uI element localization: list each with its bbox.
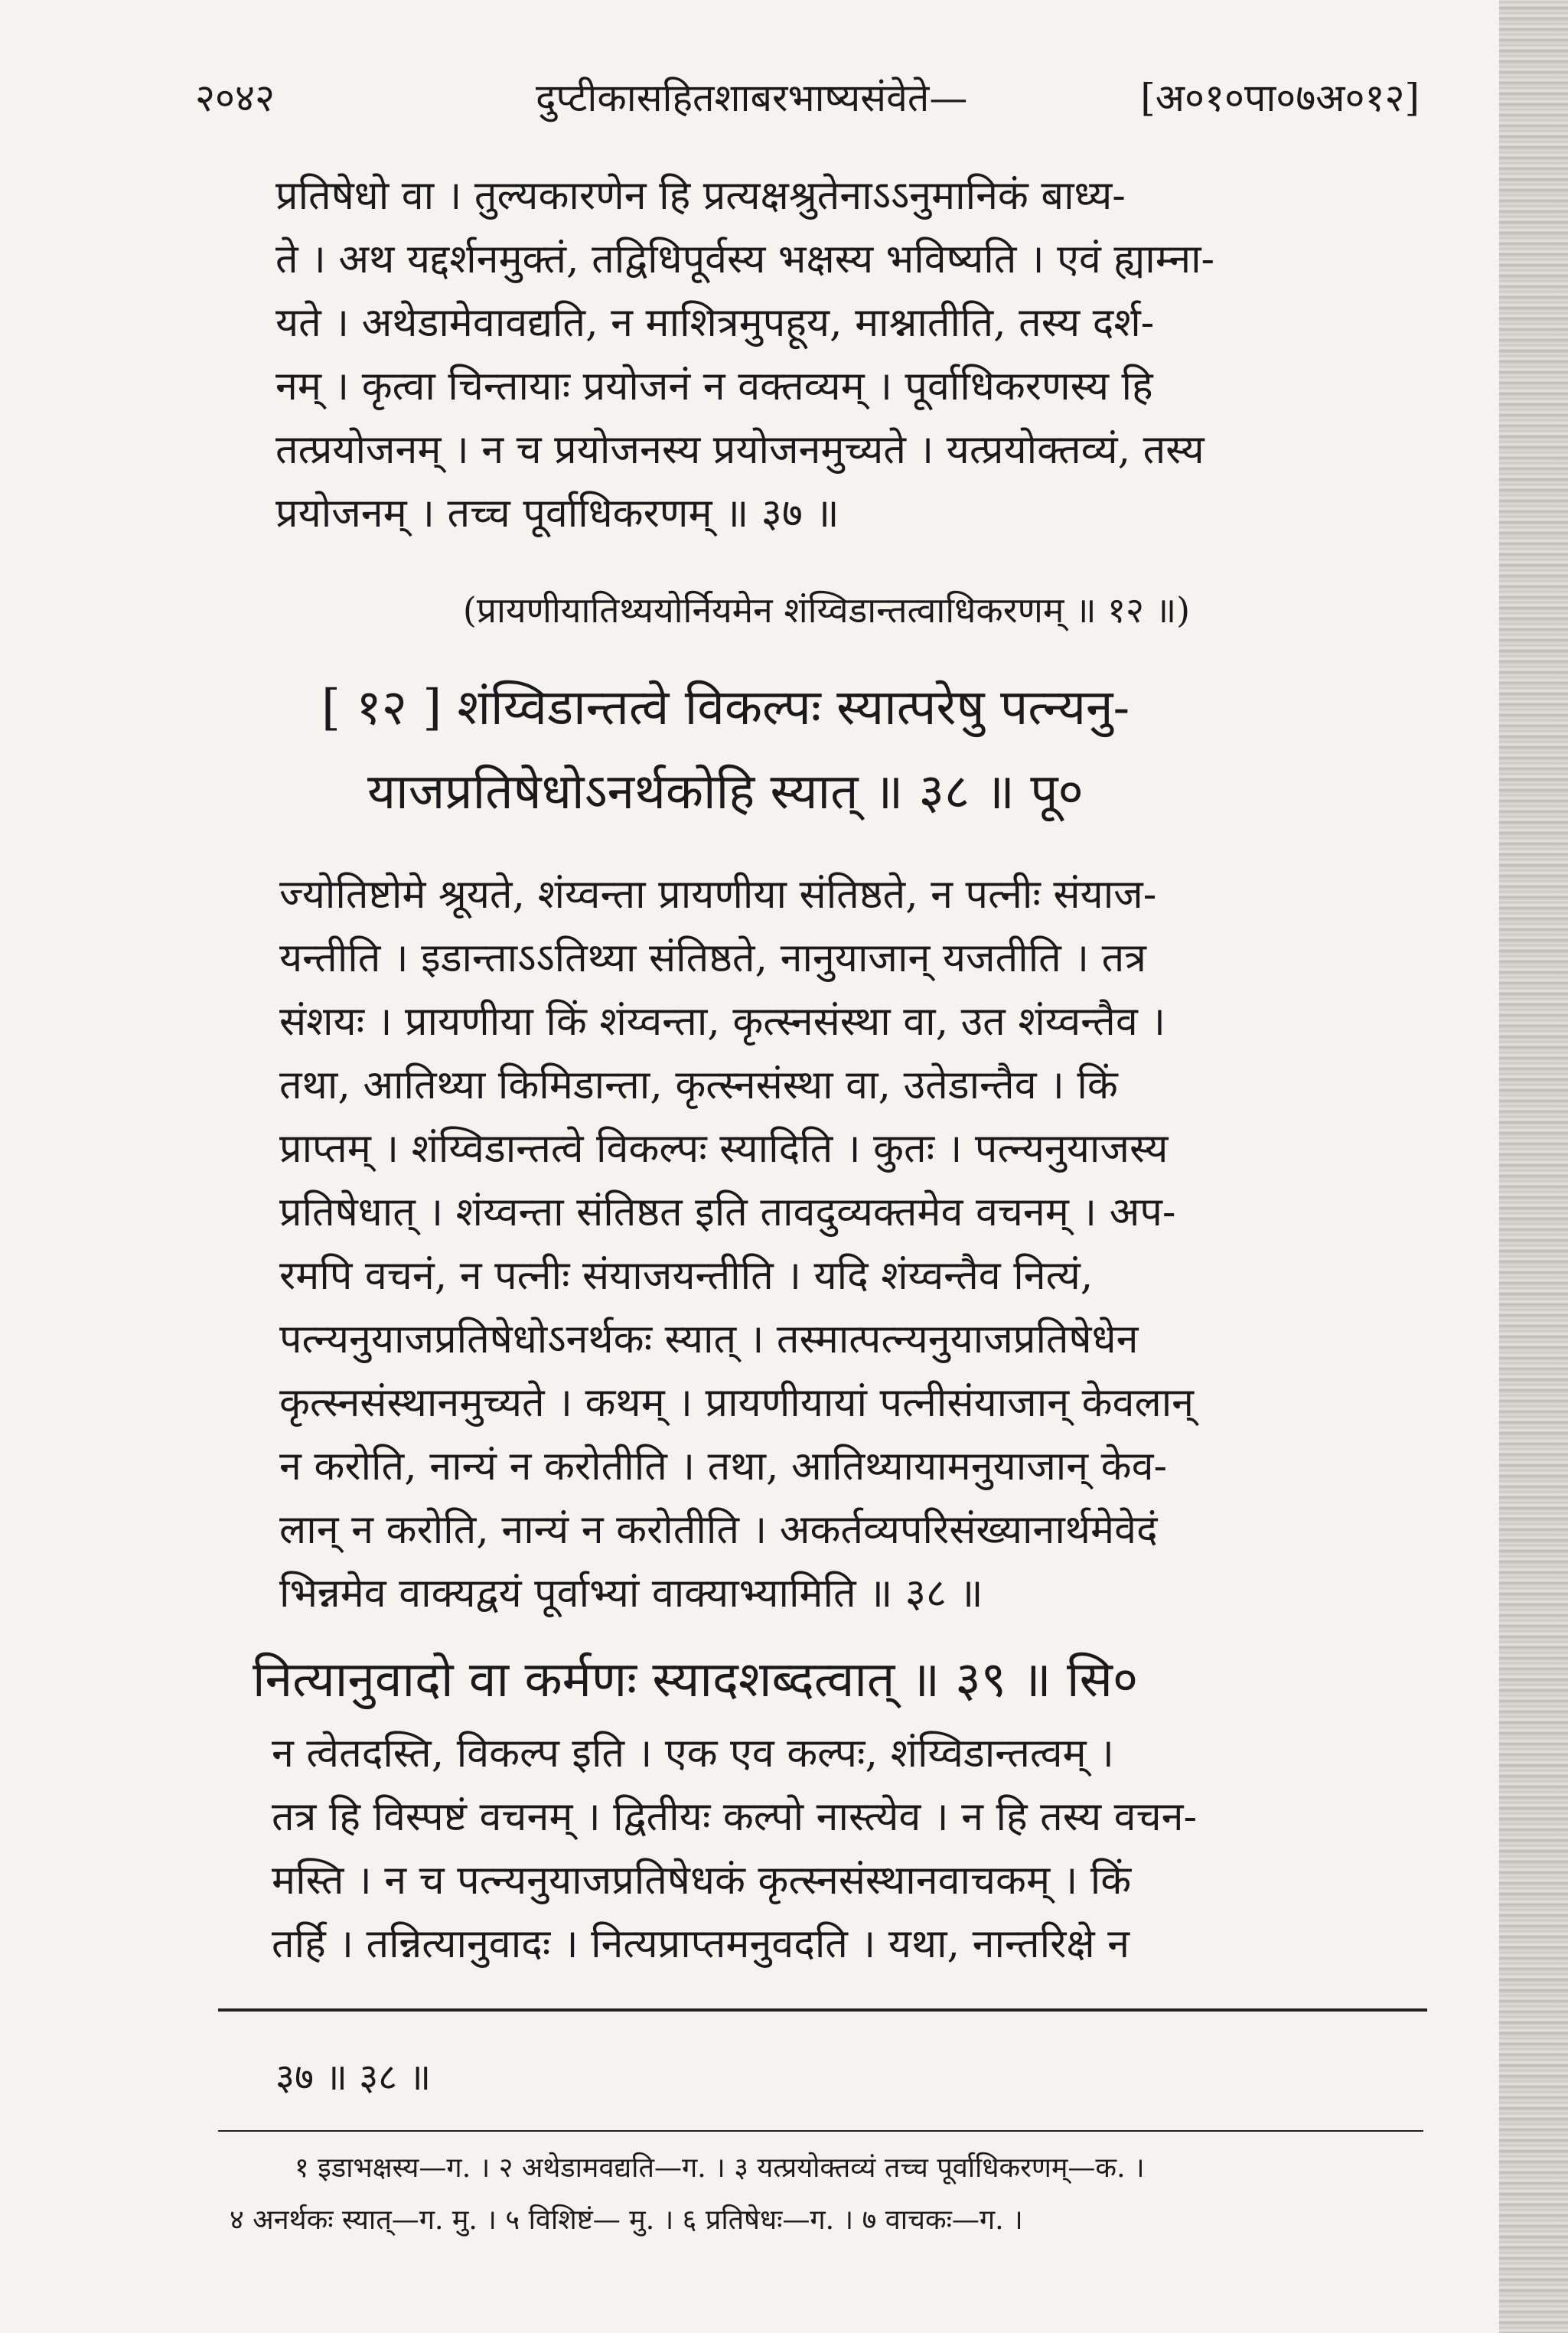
text-line: प्रतिषेधात् । शंय्वन्ता संतिष्ठत इति तावदुव्यक्तमेव वचनम् । अप- (279, 1189, 1176, 1235)
text-line: प्राप्तम् । शंय्विडान्तत्वे विकल्पः स्यादिति । कुतः । पत्न्यनुयाजस्य (279, 1126, 1169, 1172)
text-line: कृत्स्नसंस्थानमुच्यते । कथम् । प्रायणीयायां पत्नीसंयाजान् केवलान् (279, 1380, 1195, 1426)
adhikarana-caption: (प्रायणीयातिथ्ययोर्नियमेन शंय्विडान्तत्वाधिकरणम् ॥ १२ ॥) (462, 589, 1191, 631)
text-line: न करोति, नान्यं न करोतीति । तथा, आतिथ्यायामनुयाजान् केव- (279, 1444, 1168, 1490)
text-line: रमपि वचनं, न पत्नीः संयाजयन्तीति । यदि शंय्वन्तैव नित्यं, (279, 1253, 1094, 1299)
text-line: पत्न्यनुयाजप्रतिषेधोऽनर्थकः स्यात् । तस्मात्पत्न्यनुयाजप्रतिषेधेन (279, 1317, 1139, 1362)
sutra-39: नित्यानुवादो वा कर्मणः स्यादशब्दत्वात् ॥ ३९ ॥ सि० (253, 1652, 1139, 1708)
commentary-paragraph-1 (275, 165, 1354, 546)
text-line: लान् न करोति, नान्यं न करोतीति । अकर्तव्यपरिसंख्यानार्थमेवेदं (279, 1507, 1158, 1553)
text-line: यते । अथेडामेवावद्यति, न माशित्रमुपहूय, माश्नातीति, तस्य दर्श- (275, 300, 1155, 346)
text-line: प्रतिषेधो वा । तुल्यकारणेन हि प्रत्यक्षश्रुतेनाऽऽनुमानिकं बाध्य- (275, 173, 1126, 219)
text-line: तत्प्रयोजनम् । न च प्रयोजनस्य प्रयोजनमुच्यते । यत्प्रयोक्तव्यं, तस्य (275, 427, 1205, 473)
text-line: न त्वेतदस्ति, विकल्प इति । एक एव कल्पः, शंय्विडान्तत्वम् । (272, 1731, 1114, 1777)
running-title: दुप्टीकासहितशाबरभाष्यसंवेते— (536, 76, 968, 120)
footnote-divider (218, 2130, 1423, 2132)
page-header (195, 70, 1420, 124)
footer-divider (218, 2008, 1427, 2012)
text-line: तर्हि । तन्नित्यानुवादः । नित्यप्राप्तमनुवदति । यथा, नान्तरिक्षे न (272, 1921, 1130, 1967)
chapter-location: [अ०१०पा०७अ०१२] (1140, 76, 1420, 120)
commentary-paragraph-2 (279, 863, 1354, 1626)
verse-references: ३७ ॥ ३८ ॥ (275, 2056, 432, 2099)
sutra-38-line-1: [ १२ ] शंय्विडान्तत्वे विकल्पः स्यात्परेषु पत्न्यनु- (321, 680, 1130, 736)
text-line: तत्र हि विस्पष्टं वचनम् । द्वितीयः कल्पो नास्त्येव । न हि तस्य वचन- (272, 1794, 1198, 1840)
page-edge-shadow (1499, 0, 1568, 2333)
text-line: तथा, आतिथ्या किमिडान्ता, कृत्स्नसंस्था वा, उतेडान्तैव । किं (279, 1062, 1118, 1108)
text-line: नम् । कृत्वा चिन्तायाः प्रयोजनं न वक्तव्यम् । पूर्वाधिकरणस्य हि (275, 364, 1153, 409)
text-line: ज्योतिष्टोमे श्रूयते, शंय्वन्ता प्रायणीया संतिष्ठते, न पत्नीः संयाज- (279, 872, 1157, 918)
page-number: २०४२ (195, 76, 275, 120)
text-line: भिन्नमेव वाक्यद्वयं पूर्वाभ्यां वाक्याभ्यामिति ॥ ३८ ॥ (279, 1571, 983, 1617)
sutra-38-line-2: याजप्रतिषेधोऽनर्थकोहि स्यात् ॥ ३८ ॥ पू० (367, 764, 1084, 821)
text-line: संशयः । प्रायणीया किं शंय्वन्ता, कृत्स्नसंस्था वा, उत शंय्वन्तैव । (279, 999, 1165, 1045)
commentary-paragraph-3 (272, 1722, 1354, 1976)
text-line: मस्ति । न च पत्न्यनुयाजप्रतिषेधकं कृत्स्नसंस्थानवाचकम् । किं (272, 1858, 1132, 1904)
text-line: ते । अथ यद्दर्शनमुक्तं, तद्विधिपूर्वस्य भक्षस्य भविष्यति । एवं ह्याम्ना- (275, 237, 1215, 282)
footnote-line-1: १ इडाभक्षस्य—ग. । २ अथेडामवद्यति—ग. । ३ यत्प्रयोक्तव्यं तच्च पूर्वाधिकरणम्—क. । (295, 2152, 1145, 2184)
text-line: प्रयोजनम् । तच्च पूर्वाधिकरणम् ॥ ३७ ॥ (275, 491, 839, 537)
footnote-line-2: ४ अनर्थकः स्यात्—ग. मु. । ५ विशिष्टं— मु. । ६ प्रतिषेधः—ग. । ७ वाचकः—ग. । (230, 2204, 1023, 2236)
text-line: यन्तीति । इडान्ताऽऽतिथ्या संतिष्ठते, नानुयाजान् यजतीति । तत्र (279, 935, 1146, 981)
